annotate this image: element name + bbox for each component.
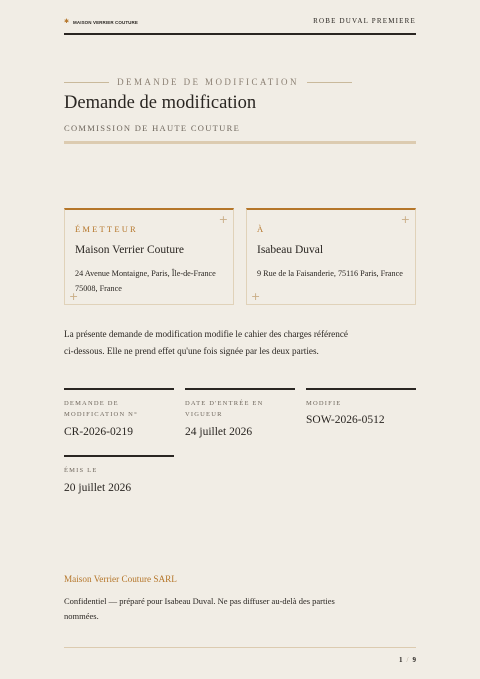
footer-company: Maison Verrier Couture SARL bbox=[64, 574, 177, 584]
field-rule bbox=[185, 388, 295, 390]
plus-icon: + bbox=[218, 213, 228, 226]
field-rule bbox=[64, 455, 174, 457]
recipient-card bbox=[246, 208, 416, 305]
recipient-label: À bbox=[257, 224, 266, 234]
intro-paragraph: La présente demande de modification modifie le cahier des charges référencé ci-dessous. Elle ne prend effet qu'une fois signée par les deux parties. bbox=[64, 329, 348, 356]
page-title: Demande de modification bbox=[64, 93, 257, 113]
field-label: MODIFIE bbox=[306, 400, 342, 407]
sender-name: Maison Verrier Couture bbox=[75, 244, 185, 256]
footer-divider bbox=[64, 647, 416, 648]
field-request-number bbox=[64, 388, 174, 438]
page-subtitle: COMMISSION DE HAUTE COUTURE bbox=[64, 123, 241, 133]
field-rule bbox=[306, 388, 416, 390]
page-header bbox=[64, 16, 416, 34]
sender-card bbox=[64, 208, 234, 305]
page-indicator bbox=[399, 656, 416, 664]
page-separator: / bbox=[406, 656, 409, 664]
project-name: ROBE DUVAL PREMIERE bbox=[313, 17, 416, 25]
field-value: SOW-2026-0512 bbox=[306, 414, 385, 426]
page-total: 9 bbox=[412, 656, 416, 664]
field-label: ÉMIS LE bbox=[64, 467, 98, 474]
eyebrow-row bbox=[64, 76, 352, 88]
star-icon: ✱ bbox=[64, 18, 70, 25]
confidentiality-notice: Confidentiel — préparé pour Isabeau Duval. Ne pas diffuser au-delà des parties nommées. bbox=[64, 596, 335, 621]
recipient-name: Isabeau Duval bbox=[257, 244, 324, 256]
field-value: CR-2026-0219 bbox=[64, 426, 133, 438]
title-divider bbox=[64, 141, 416, 144]
field-value: 24 juillet 2026 bbox=[185, 426, 253, 438]
plus-icon: + bbox=[400, 213, 410, 226]
plus-icon: + bbox=[69, 290, 79, 303]
plus-icon: + bbox=[251, 290, 261, 303]
field-label: DEMANDE DE MODIFICATION N° bbox=[64, 400, 138, 418]
brand-name: MAISON VERRIER COUTURE bbox=[73, 19, 138, 25]
eyebrow-label: DEMANDE DE MODIFICATION bbox=[117, 77, 299, 87]
field-effective-date bbox=[185, 388, 295, 438]
header-divider bbox=[64, 33, 416, 35]
field-amends bbox=[306, 388, 416, 426]
sender-label: ÉMETTEUR bbox=[75, 224, 138, 234]
eyebrow-line-left bbox=[64, 82, 109, 83]
eyebrow-line-right bbox=[307, 82, 352, 83]
field-rule bbox=[64, 388, 174, 390]
field-issued bbox=[64, 455, 174, 494]
field-label: DATE D'ENTRÉE EN VIGUEUR bbox=[185, 400, 264, 418]
sender-address: 24 Avenue Montaigne, Paris, Île-de-France 75008, France bbox=[75, 269, 216, 293]
brand-mark bbox=[64, 19, 138, 25]
recipient-address: 9 Rue de la Faisanderie, 75116 Paris, France bbox=[257, 269, 403, 278]
page-current: 1 bbox=[399, 656, 403, 664]
document-page bbox=[64, 0, 416, 679]
field-value: 20 juillet 2026 bbox=[64, 482, 132, 494]
